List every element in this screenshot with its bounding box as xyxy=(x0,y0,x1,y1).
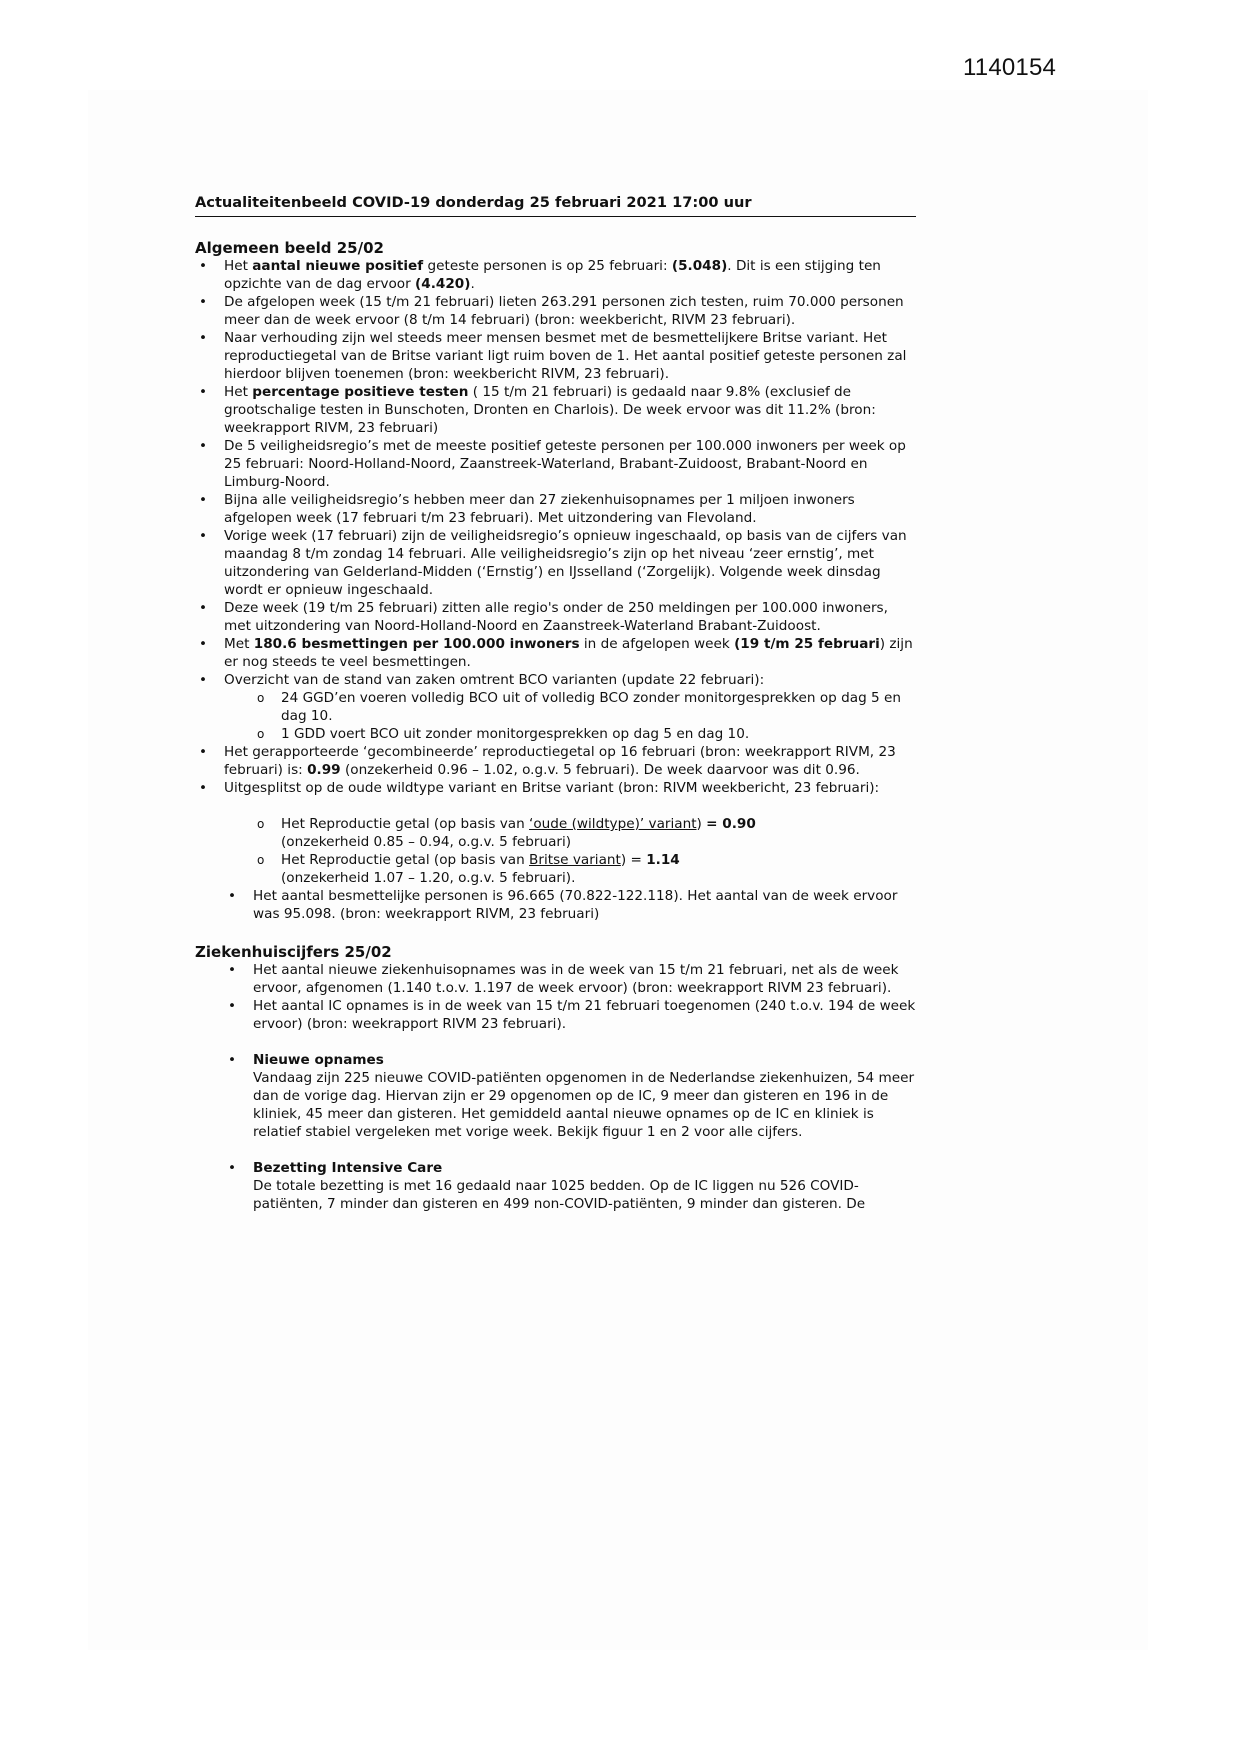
list-item: • Het aantal nieuwe positief geteste personen is op 25 februari: (5.048). Dit is een stijging ten opzichte van de dag ervoor (4.420). xyxy=(195,257,917,293)
list-item: • De afgelopen week (15 t/m 21 februari) lieten 263.291 personen zich testen, ruim 70.000 personen meer dan de week ervoor (8 t/m 14 februari) (bron: weekbericht, RIVM 23 februari). xyxy=(195,293,917,329)
document-page xyxy=(195,194,917,1213)
list-item: • Het aantal IC opnames is in de week van 15 t/m 21 februari toegenomen (240 t.o.v. 194 de week ervoor) (bron: weekrapport RIVM 23 februari). xyxy=(195,997,917,1033)
list-item: • Het aantal besmettelijke personen is 96.665 (70.822-122.118). Het aantal van de week ervoor was 95.098. (bron: weekrapport RIVM, 23 februari) xyxy=(195,887,917,923)
section-heading-algemeen: Algemeen beeld 25/02 xyxy=(195,239,384,257)
sub-list-item: o 1 GDD voert BCO uit zonder monitorgesprekken op dag 5 en dag 10. xyxy=(195,725,917,743)
reproductie-sub-list xyxy=(224,815,917,887)
list-item: • Het percentage positieve testen ( 15 t/m 21 februari) is gedaald naar 9.8% (exclusief de grootschalige testen in Bunschoten, Dronten en Charlois). De week ervoor was dit 11.2% (bron: weekrapport RIVM, 23 februari) xyxy=(195,383,917,437)
list-item: • Het gerapporteerde ‘gecombineerde’ reproductiegetal op 16 februari (bron: weekrapport RIVM, 23 februari) is: 0.99 (onzekerheid 0.96 – 1.02, o.g.v. 5 februari). De week daarvoor was dit 0.96. xyxy=(195,743,917,779)
bezetting-ic-text: De totale bezetting is met 16 gedaald naar 1025 bedden. Op de IC liggen nu 526 COVID-patiënten, 7 minder dan gisteren en 499 non-COVID-patiënten, 9 minder dan gisteren. De xyxy=(253,1178,866,1212)
nieuwe-opnames-text: Vandaag zijn 225 nieuwe COVID-patiënten opgenomen in de Nederlandse ziekenhuizen, 54 meer dan de vorige dag. Hiervan zijn er 29 opgenomen op de IC, 9 meer dan gisteren en 196 in de kliniek, 45 meer dan gisteren. Het gemiddeld aantal nieuwe opnames op de IC en kliniek is relatief stabiel vergeleken met vorige week. Bekijk figuur 1 en 2 voor alle cijfers. xyxy=(253,1070,915,1140)
bco-sub-list xyxy=(224,689,917,743)
document-id: 1140154 xyxy=(963,54,1057,81)
list-item: • Deze week (19 t/m 25 februari) zitten alle regio's onder de 250 meldingen per 100.000 inwoners, met uitzondering van Noord-Holland-Noord en Zaanstreek-Waterland Brabant-Zuidoost. xyxy=(195,599,917,635)
list-item-nieuwe-opnames xyxy=(195,1051,917,1141)
subsection-heading-bezetting-ic: • Bezetting Intensive Care xyxy=(253,1160,443,1176)
sub-list-item: o Het Reproductie getal (op basis van ‘oude (wildtype)’ variant) = 0.90 (onzekerheid 0.85 – 0.94, o.g.v. 5 februari) xyxy=(195,815,917,851)
sub-list-item: o Het Reproductie getal (op basis van Britse variant) = 1.14 (onzekerheid 1.07 – 1.20, o.g.v. 5 februari). xyxy=(195,851,917,887)
sub-list-item: o 24 GGD’en voeren volledig BCO uit of volledig BCO zonder monitorgesprekken op dag 5 en dag 10. xyxy=(195,689,917,725)
list-item: • Bijna alle veiligheidsregio’s hebben meer dan 27 ziekenhuisopnames per 1 miljoen inwoners afgelopen week (17 februari t/m 23 februari). Met uitzondering van Flevoland. xyxy=(195,491,917,527)
ziekenhuis-bullet-list xyxy=(195,961,917,1213)
document-title: Actualiteitenbeeld COVID-19 donderdag 25 februari 2021 17:00 uur xyxy=(195,194,916,217)
list-item: • Naar verhouding zijn wel steeds meer mensen besmet met de besmettelijkere Britse variant. Het reproductiegetal van de Britse variant ligt ruim boven de 1. Het aantal positief geteste personen zal hierdoor blijven toenemen (bron: weekbericht RIVM, 23 februari). xyxy=(195,329,917,383)
list-item: • Met 180.6 besmettingen per 100.000 inwoners in de afgelopen week (19 t/m 25 februari) zijn er nog steeds te veel besmettingen. xyxy=(195,635,917,671)
list-item: • Uitgesplitst op de oude wildtype variant en Britse variant (bron: RIVM weekbericht, 23 februari): o Het Reproductie getal (op basis van ‘oude (wildtype)’ variant) = 0.90 (onzekerheid 0.85 – 0.94, o.g.v. 5 februari) o Het Reproductie getal (op basis van Britse variant) = 1.14 (onzekerheid 1.07 – 1.20, o.g.v. 5 februari). xyxy=(195,779,917,887)
list-item: • Het aantal nieuwe ziekenhuisopnames was in de week van 15 t/m 21 februari, net als de week ervoor, afgenomen (1.140 t.o.v. 1.197 de week ervoor) (bron: weekrapport RIVM 23 februari). xyxy=(195,961,917,997)
besmettelijke-list xyxy=(195,887,917,923)
list-item: • Vorige week (17 februari) zijn de veiligheidsregio’s opnieuw ingeschaald, op basis van de cijfers van maandag 8 t/m zondag 14 februari. Alle veiligheidsregio’s zijn op het niveau ‘zeer ernstig’, met uitzondering van Gelderland-Midden (‘Ernstig’) en IJsselland (‘Zorgelijk). Volgende week dinsdag wordt er opnieuw ingeschaald. xyxy=(195,527,917,599)
subsection-heading-nieuwe-opnames: • Nieuwe opnames xyxy=(253,1052,384,1068)
list-item: • De 5 veiligheidsregio’s met de meeste positief geteste personen per 100.000 inwoners per week op 25 februari: Noord-Holland-Noord, Zaanstreek-Waterland, Brabant-Zuidoost, Brabant-Noord en Limburg-Noord. xyxy=(195,437,917,491)
list-item-bezetting-ic xyxy=(195,1159,917,1213)
list-item: • Overzicht van de stand van zaken omtrent BCO varianten (update 22 februari): o 24 GGD’en voeren volledig BCO uit of volledig BCO zonder monitorgesprekken op dag 5 en dag 10. o 1 GDD voert BCO uit zonder monitorgesprekken op dag 5 en dag 10. xyxy=(195,671,917,743)
section-heading-ziekenhuis: Ziekenhuiscijfers 25/02 xyxy=(195,943,392,961)
algemeen-bullet-list xyxy=(195,257,917,887)
